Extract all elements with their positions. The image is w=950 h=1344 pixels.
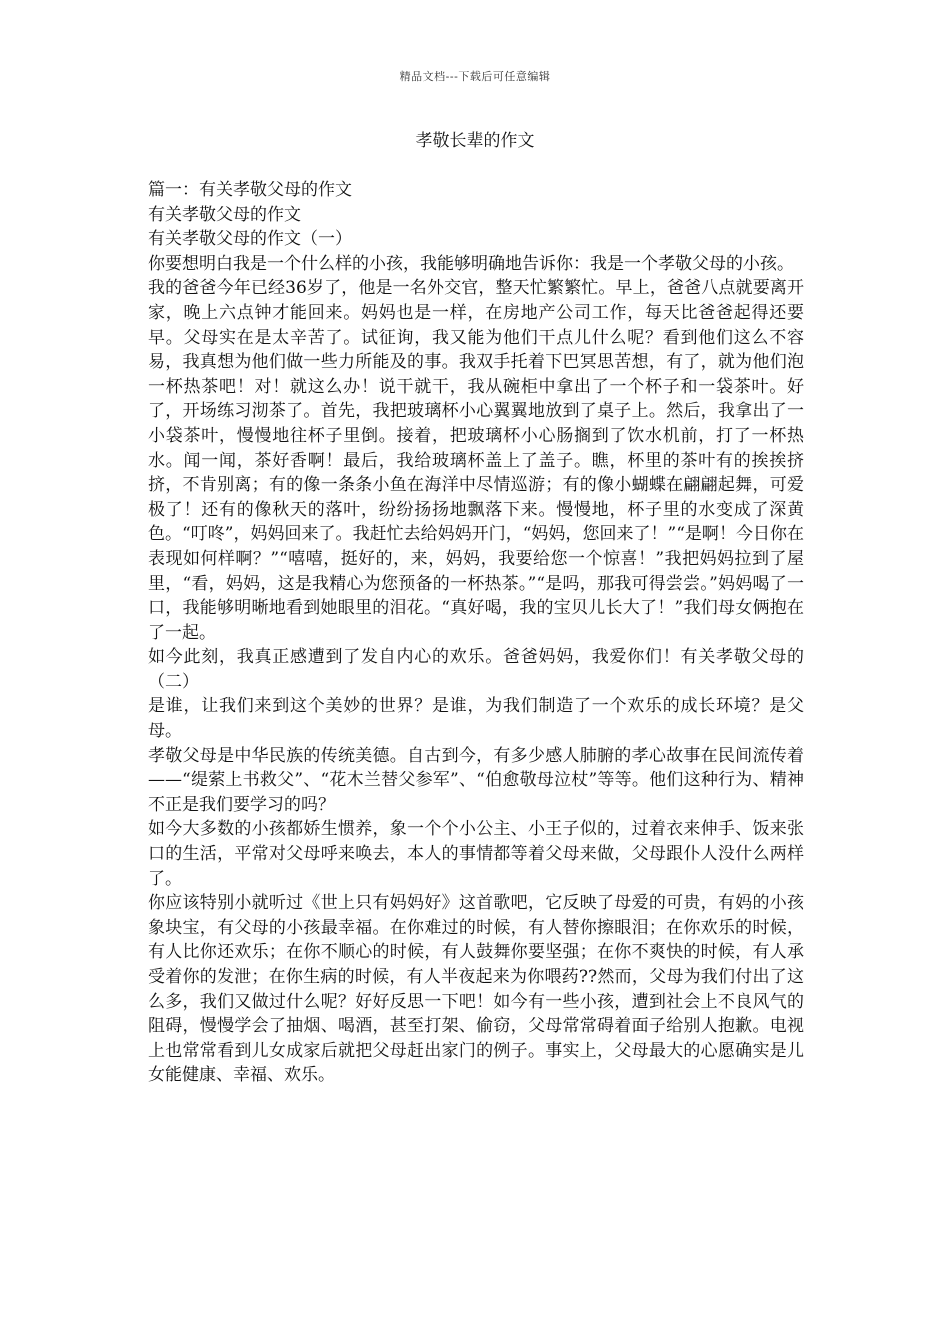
- page-header-note: 精品文档---下载后可任意编辑: [399, 70, 551, 83]
- paragraph-3: 有关孝敬父母的作文（一）: [148, 229, 352, 250]
- paragraph-6: 如今此刻，我真正感遭到了发自内心的欢乐。爸爸妈妈，我爱你们！有关孝敬父母的（二）: [148, 647, 804, 692]
- paragraph-5: 我的爸爸今年已经36岁了，他是一名外交官，整天忙繁繁忙。早上，爸爸八点就要离开家，晚上六点钟才能回来。妈妈也是一样，在房地产公司工作，每天比爸爸起得还要早。父母实在是太辛苦了。试征询，我又能为他们干点儿什么呢？看到他们这么不容易，我真想为他们做一些力所能及的事。我双手托着下巴冥思苦想，有了，就为他们泡一杯热茶吧！对！就这么办！说干就干，我从碗柜中拿出了一个杯子和一袋茶叶。好了，开场练习沏茶了。首先，我把玻璃杯小心翼翼地放到了桌子上。然后，我拿出了一小袋茶叶，慢慢地往杯子里倒。接着，把玻璃杯小心肠搁到了饮水机前，打了一杯热水。闻一闻，茶好香啊！最后，我给玻璃杯盖上了盖子。瞧，杯里的茶叶有的挨挨挤挤，不肯别离；有的像一条条小鱼在海洋中尽情巡游；有的像小蝴蝶在翩翩起舞，可爱极了！还有的像秋天的落叶，纷纷扬扬地飘落下来。慢慢地，杯子里的水变成了深黄色。“叮咚”，妈妈回来了。我赶忙去给妈妈开门，“妈妈，您回来了！”“是啊！今日你在表现如何样啊？”“嘻嘻，挺好的，来，妈妈，我要给您一个惊喜！”我把妈妈拉到了屋里，“看，妈妈，这是我精心为您预备的一杯热茶。”“是吗，那我可得尝尝。”妈妈喝了一口，我能够明晰地看到她眼里的泪花。“真好喝，我的宝贝儿长大了！”我们母女俩抱在了一起。: [148, 278, 804, 643]
- paragraph-1: 篇一：有关孝敬父母的作文: [148, 180, 352, 200]
- paragraph-2: 有关孝敬父母的作文: [148, 204, 301, 225]
- paragraph-9: 如今大多数的小孩都娇生惯养，象一个个小公主、小王子似的，过着衣来伸手、饭来张口的生活，平常对父母呼来唤去，本人的事情都等着父母来做，父母跟仆人没什么两样了。: [148, 819, 804, 889]
- document-title: 孝敬长辈的作文: [415, 131, 535, 151]
- paragraph-8: 孝敬父母是中华民族的传统美德。自古到今，有多少感人肺腑的孝心故事在民间流传着——“缇萦上书救父”、“花木兰替父参军”、“伯愈敬母泣杖”等等。他们这种行为、精神不正是我们要学习的吗？: [148, 745, 804, 815]
- paragraph-7: 是谁，让我们来到这个美妙的世界？是谁，为我们制造了一个欢乐的成长环境？是父母。: [148, 696, 804, 742]
- paragraph-10: 你应该特别小就听过《世上只有妈妈好》这首歌吧，它反映了母爱的可贵，有妈的小孩象块宝，有父母的小孩最幸福。在你难过的时候，有人替你擦眼泪；在你欢乐的时候，有人比你还欢乐；在你不顺心的时候，有人鼓舞你要坚强；在你不爽快的时候，有人承受着你的发泄；在你生病的时候，有人半夜起来为你喂药??然而，父母为我们付出了这么多，我们又做过什么呢？好好反思一下吧！如今有一些小孩，遭到社会上不良风气的阻碍，慢慢学会了抽烟、喝酒，甚至打架、偷窃，父母常常碍着面子给别人抱歉。电视上也常常看到儿女成家后就把父母赶出家门的例子。事实上，父母最大的心愿确实是儿女能健康、幸福、欢乐。: [148, 893, 804, 1086]
- paragraph-4: 你要想明白我是一个什么样的小孩，我能够明确地告诉你：我是一个孝敬父母的小孩。: [148, 253, 794, 274]
- document-body: [148, 178, 804, 1088]
